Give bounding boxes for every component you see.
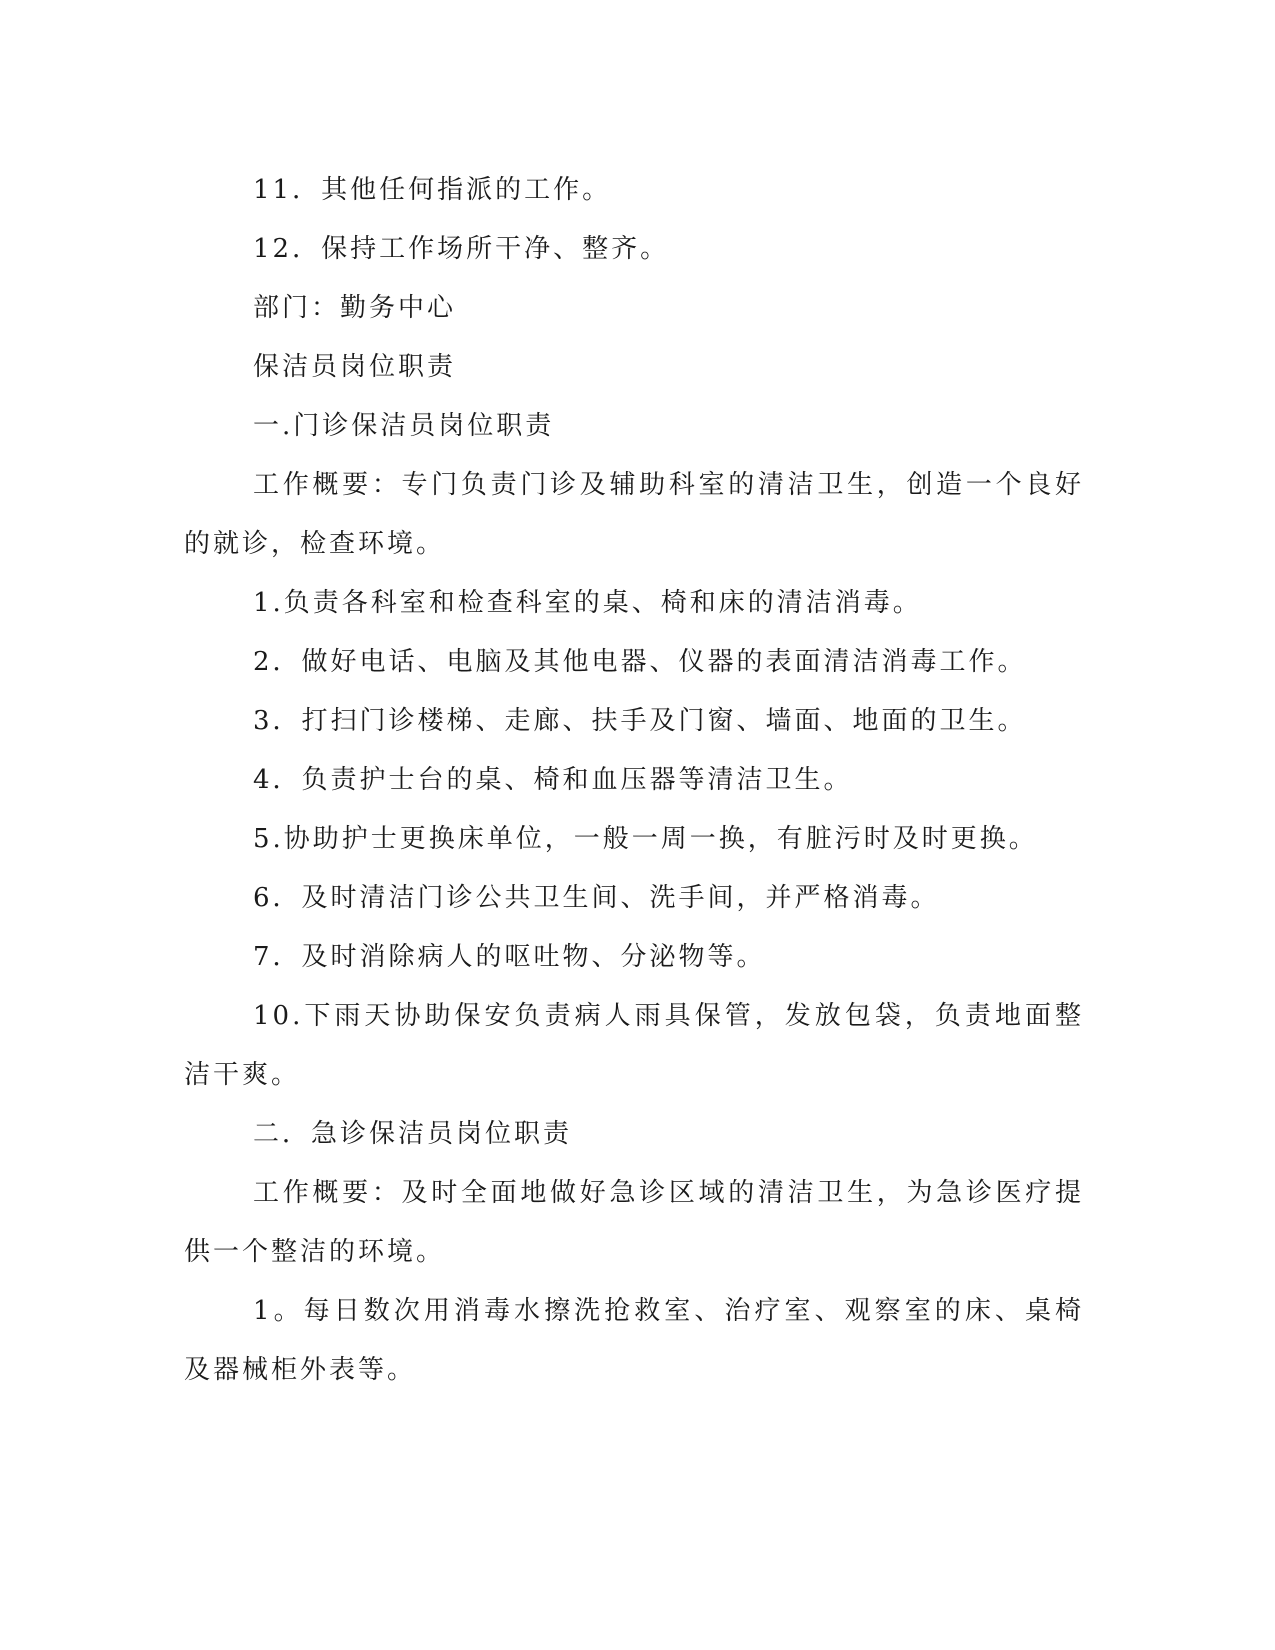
paragraph-department: 部门：勤务中心 bbox=[253, 293, 457, 323]
paragraph-outpatient-10: 10.下雨天协助保安负责病人雨具保管，发放包袋，负责地面整洁干爽。 bbox=[184, 1001, 1084, 1090]
paragraph-outpatient-7: 7．及时消除病人的呕吐物、分泌物等。 bbox=[253, 942, 766, 972]
paragraph-outpatient-3: 3．打扫门诊楼梯、走廊、扶手及门窗、墙面、地面的卫生。 bbox=[253, 706, 1027, 736]
paragraph-emergency-1: 1。每日数次用消毒水擦洗抢救室、治疗室、观察室的床、桌椅及器械柜外表等。 bbox=[184, 1296, 1084, 1385]
section-heading-emergency: 二．急诊保洁员岗位职责 bbox=[253, 1119, 573, 1149]
paragraph-title: 保洁员岗位职责 bbox=[253, 352, 457, 382]
section-heading-outpatient: 一.门诊保洁员岗位职责 bbox=[253, 411, 555, 441]
paragraph-outpatient-6: 6．及时清洁门诊公共卫生间、洗手间，并严格消毒。 bbox=[253, 883, 940, 913]
paragraph-item-11: 11．其他任何指派的工作。 bbox=[253, 175, 612, 205]
document-body bbox=[184, 161, 1084, 1400]
paragraph-emergency-summary: 工作概要：及时全面地做好急诊区域的清洁卫生，为急诊医疗提供一个整洁的环境。 bbox=[184, 1178, 1084, 1267]
paragraph-item-12: 12．保持工作场所干净、整齐。 bbox=[253, 234, 670, 264]
paragraph-outpatient-4: 4．负责护士台的桌、椅和血压器等清洁卫生。 bbox=[253, 765, 853, 795]
paragraph-outpatient-summary: 工作概要：专门负责门诊及辅助科室的清洁卫生，创造一个良好的就诊，检查环境。 bbox=[184, 470, 1084, 559]
paragraph-outpatient-2: 2．做好电话、电脑及其他电器、仪器的表面清洁消毒工作。 bbox=[253, 647, 1027, 677]
paragraph-outpatient-5: 5.协助护士更换床单位，一般一周一换，有脏污时及时更换。 bbox=[253, 824, 1038, 854]
paragraph-outpatient-1: 1.负责各科室和检查科室的桌、椅和床的清洁消毒。 bbox=[253, 588, 922, 618]
